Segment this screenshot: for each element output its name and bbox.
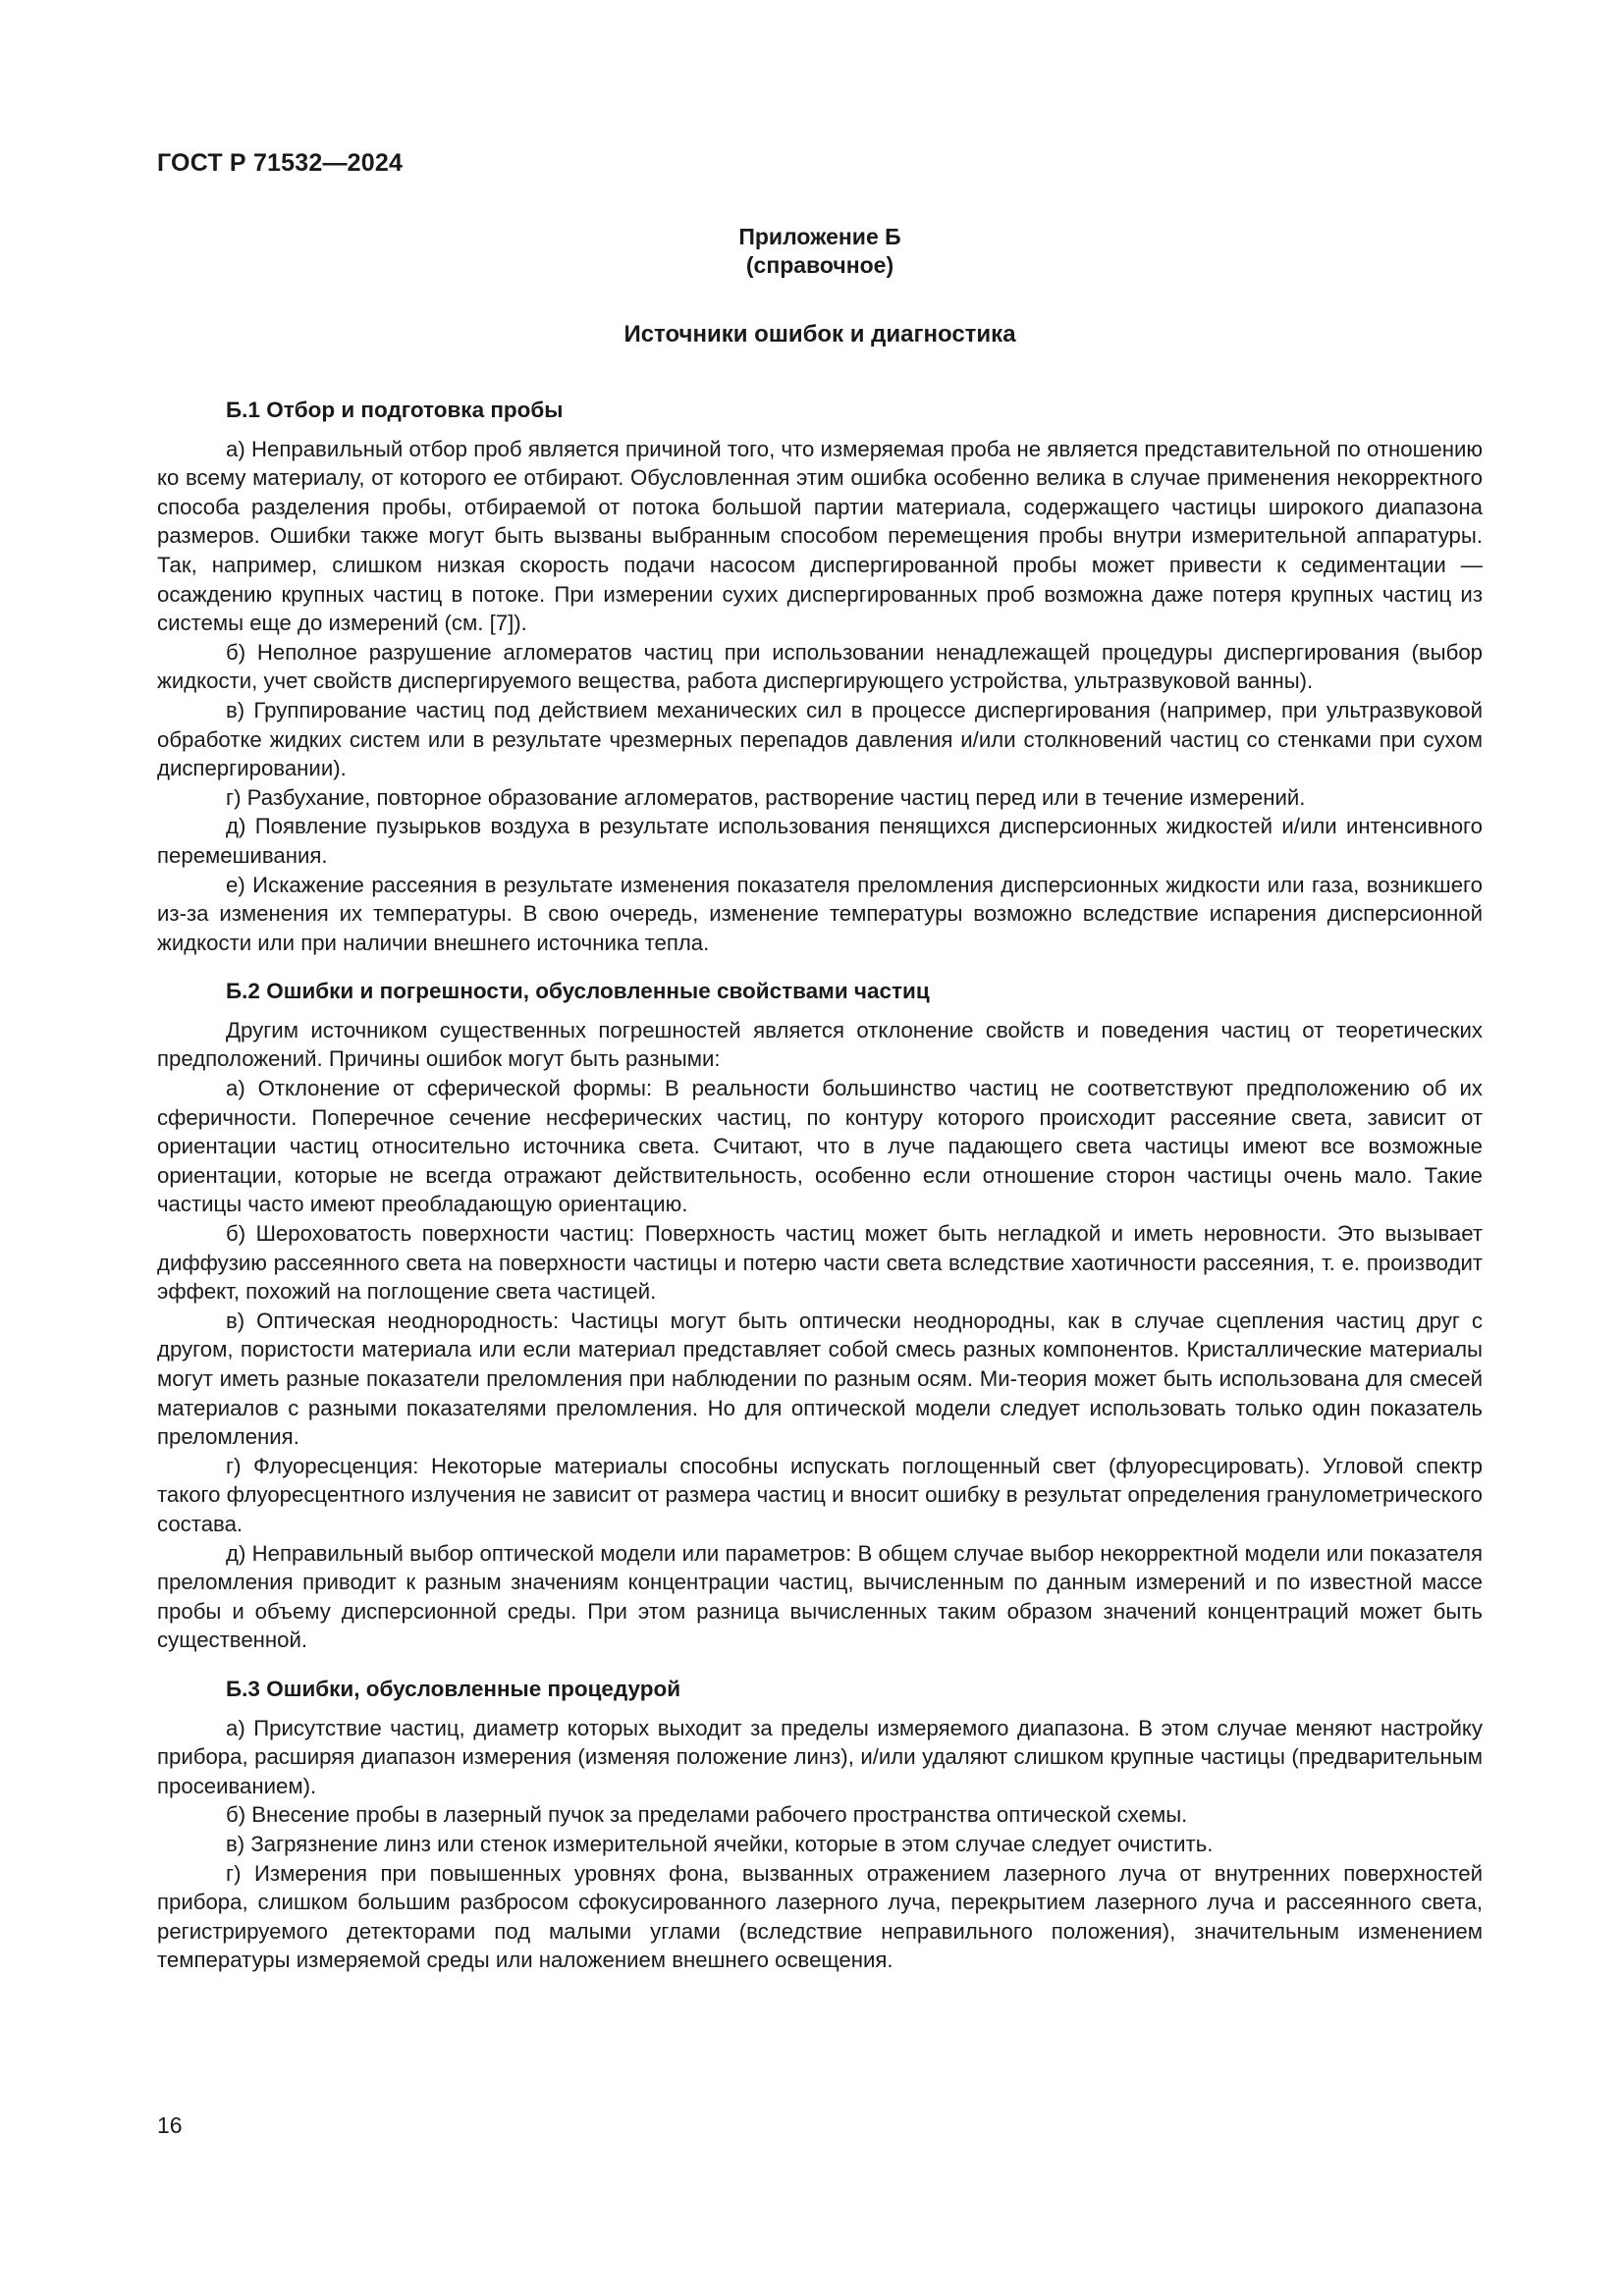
paragraph: г) Разбухание, повторное образование агломератов, растворение частиц перед или в течение измерений. [226, 784, 1306, 810]
paragraph: б) Внесение пробы в лазерный пучок за пределами рабочего пространства оптической схемы. [226, 1802, 1188, 1828]
section-heading: Б.1 Отбор и подготовка пробы [226, 398, 564, 422]
paragraph: а) Отклонение от сферической формы: В реальности большинство частиц не соответствуют предположению об их сферичности. Поперечное сечение несферических частиц, по контуру которого происходит рассеяние света, зависит от ориентации частиц относительно источника света. Считают, что в луче падающего света частицы имеют все возможные ориентации, которые не всегда отражают действительность, особенно если отношение сторон частицы очень мало. Такие частицы часто имеют преобладающую ориентацию. [157, 1076, 1483, 1217]
paragraph: д) Неправильный выбор оптической модели или параметров: В общем случае выбор некорректной модели или показателя преломления приводит к разным значениям концентрации частиц, вычисленным по данным измерений и по известной массе пробы и объему дисперсионной среды. При этом разница вычисленных таким образом значений концентраций может быть существенной. [157, 1540, 1483, 1653]
page-number: 16 [157, 2112, 183, 2138]
section-heading: Б.2 Ошибки и погрешности, обусловленные свойствами частиц [226, 979, 930, 1004]
section-heading: Б.3 Ошибки, обусловленные процедурой [226, 1676, 681, 1701]
paragraph: в) Группирование частиц под действием механических сил в процессе диспергирования (например, при ультразвуковой обработке жидких систем или в результате чрезмерных перепадов давления и/или столкновений частиц со стенками при сухом диспергировании). [157, 697, 1483, 781]
paragraph: д) Появление пузырьков воздуха в результате использования пенящихся дисперсионных жидкостей и/или интенсивного перемешивания. [157, 814, 1483, 868]
paragraph: б) Неполное разрушение агломератов частиц при использовании ненадлежащей процедуры диспергирования (выбор жидкости, учет свойств диспергируемого вещества, работа диспергирующего устройства, ультразвуковой ванны). [157, 639, 1483, 694]
annex-label: Приложение Б [738, 224, 901, 249]
annex-title: Источники ошибок и диагностика [623, 321, 1016, 347]
annex-status: (справочное) [745, 252, 894, 278]
section-b1 [157, 396, 1483, 957]
paragraph: б) Шероховатость поверхности частиц: Поверхность частиц может быть негладкой и иметь неровности. Это вызывает диффузию рассеянного света на поверхности частицы и потерю части света вследствие хаотичности рассеяния, т. е. производит эффект, похожий на поглощение света частицей. [157, 1221, 1483, 1305]
annex-heading [157, 223, 1483, 280]
paragraph: Другим источником существенных погрешностей является отклонение свойств и поведения частиц от теоретических предположений. Причины ошибок могут быть разными: [157, 1017, 1483, 1072]
section-b3 [157, 1675, 1483, 1975]
document-code-header: ГОСТ Р 71532—2024 [157, 149, 404, 177]
paragraph: а) Присутствие частиц, диаметр которых выходит за пределы измеряемого диапазона. В этом случае меняют настройку прибора, расширяя диапазон измерения (изменяя положение линз), и/или удаляют слишком крупные частицы (предварительным просеиванием). [157, 1715, 1483, 1798]
section-b2 [157, 977, 1483, 1655]
paragraph: а) Неправильный отбор проб является причиной того, что измеряемая проба не является представительной по отношению ко всему материалу, от которого ее отбирают. Обусловленная этим ошибка особенно велика в случае применения некорректного способа разделения пробы, отбираемой от потока большой партии материала, содержащего частицы широкого диапазона размеров. Ошибки также могут быть вызваны выбранным способом перемещения пробы внутри измерительной аппаратуры. Так, например, слишком низкая скорость подачи насосом диспергированной пробы может привести к седиментации — осаждению крупных частиц в потоке. При измерении сухих диспергированных проб возможна даже потеря крупных частиц из системы еще до измерений (см. [7]). [157, 436, 1483, 636]
document-body [157, 396, 1483, 1975]
paragraph: в) Загрязнение линз или стенок измерительной ячейки, которые в этом случае следует очистить. [226, 1831, 1214, 1856]
paragraph: г) Измерения при повышенных уровнях фона, вызванных отражением лазерного луча от внутренних поверхностей прибора, слишком большим разбросом сфокусированного лазерного луча, перекрытием лазерного луча и рассеянного света, регистрируемого детекторами под малыми углами (вследствие неправильного положения), значительным изменением температуры измеряемой среды или наложением внешнего освещения. [157, 1860, 1483, 1973]
paragraph: в) Оптическая неоднородность: Частицы могут быть оптически неоднородны, как в случае сцепления частиц друг с другом, пористости материала или если материал представляет собой смесь разных компонентов. Кристаллические материалы могут иметь разные показатели преломления при наблюдении по разным осям. Ми-теория может быть использована для смесей материалов с разными показателями преломления. Но для оптической модели следует использовать только один показатель преломления. [157, 1308, 1483, 1450]
paragraph: г) Флуоресценция: Некоторые материалы способны испускать поглощенный свет (флуоресцировать). Угловой спектр такого флуоресцентного излучения не зависит от размера частиц и вносит ошибку в результат определения гранулометрического состава. [157, 1453, 1483, 1536]
paragraph: е) Искажение рассеяния в результате изменения показателя преломления дисперсионных жидкости или газа, возникшего из-за изменения их температуры. В свою очередь, изменение температуры возможно вследствие испарения дисперсионной жидкости или при наличии внешнего источника тепла. [157, 872, 1483, 955]
